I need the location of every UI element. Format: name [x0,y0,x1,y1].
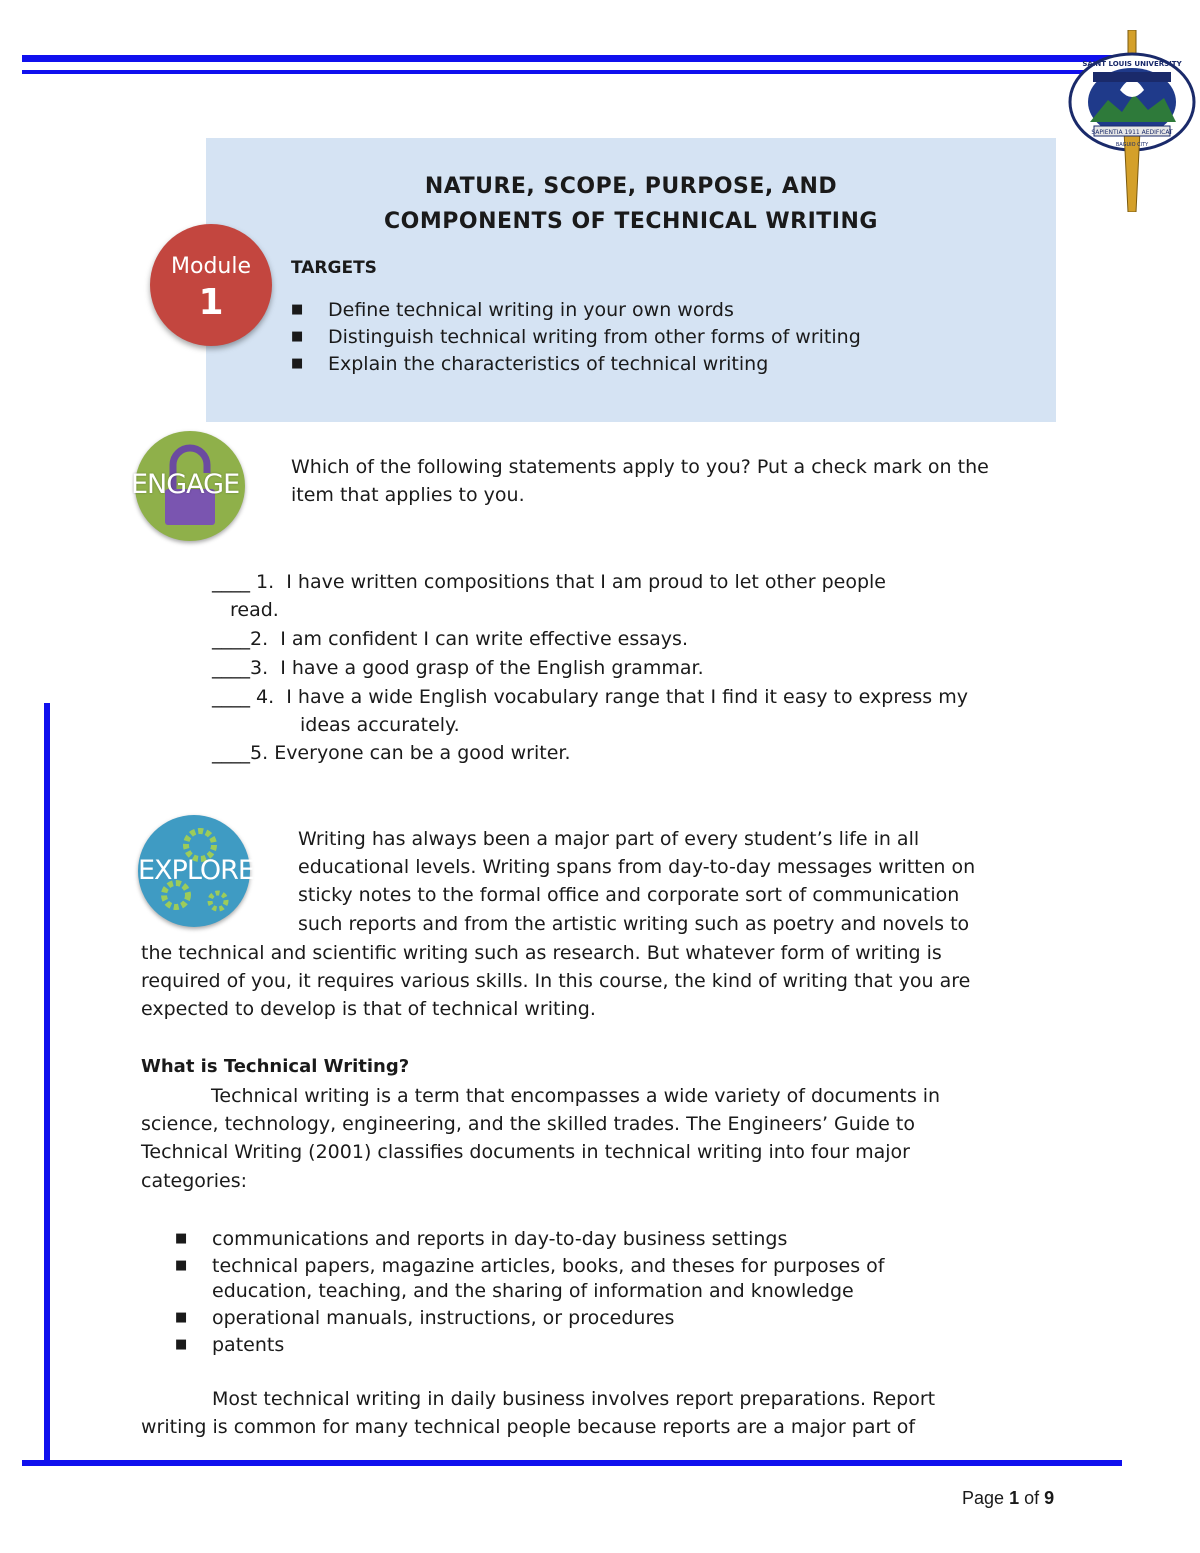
checklist-item-continuation: ideas accurately. [300,714,460,736]
explore-paragraph-line: such reports and from the artistic writing such as poetry and novels to [298,913,970,935]
section-paragraph-line: Technical Writing (2001) classifies documents in technical writing into four major [141,1141,910,1163]
explore-paragraph-line: expected to develop is that of technical writing. [141,998,596,1020]
bullet-icon: ■ [291,329,304,344]
engage-lock-icon [131,431,245,541]
section-paragraph-line: science, technology, engineering, and the skilled trades. The Engineers’ Guide to [141,1113,915,1135]
module-number: 1 [198,282,224,323]
bullet-icon: ■ [291,356,304,371]
explore-paragraph-line: required of you, it requires various skills. In this course, the kind of writing that you are [141,970,971,992]
module-title-line2: COMPONENTS OF TECHNICAL WRITING [384,209,878,234]
checklist-item: ____ 4. I have a wide English vocabulary range that I find it easy to express my [212,686,968,708]
category-list-item: ■ patents [175,1331,284,1359]
checklist-item: ____ 1. I have written compositions that I am proud to let other people [212,571,886,593]
explore-paragraph-line: educational levels. Writing spans from day-to-day messages written on [298,856,976,878]
target-item: ■ Define technical writing in your own words [291,299,734,321]
checklist-item: ____3. I have a good grasp of the English grammar. [212,657,704,679]
explore-label: EXPLORE [138,855,254,886]
bullet-icon: ■ [175,1258,188,1273]
checklist-item: ____2. I am confident I can write effective essays. [212,628,688,650]
target-item: ■ Distinguish technical writing from other forms of writing [291,326,861,348]
bullet-icon: ■ [175,1337,188,1352]
checklist-item-continuation: read. [230,599,279,621]
bullet-icon: ■ [175,1231,188,1246]
bullet-icon: ■ [291,302,304,317]
category-list-item: ■ technical papers, magazine articles, books, and theses for purposes of [175,1252,884,1280]
explore-paragraph-line: Writing has always been a major part of every student’s life in all [298,828,920,850]
checklist-item: ____5. Everyone can be a good writer. [212,742,571,764]
seal-base-text: BAGUIO CITY [1115,142,1149,148]
left-margin-bar [44,703,50,1463]
bottom-rule [22,1460,1122,1466]
top-rule-thin [22,70,1120,74]
category-list-item-continuation: education, teaching, and the sharing of information and knowledge [212,1280,854,1302]
engage-prompt-line2: item that applies to you. [291,484,525,506]
seal-banner-text: SAPIENTIA 1911 AEDIFICAT [1091,129,1173,136]
top-rule-thick [22,55,1120,62]
section-heading: What is Technical Writing? [141,1056,410,1077]
category-list-item: ■ communications and reports in day-to-day business settings [175,1225,787,1253]
module-badge [150,224,272,346]
page-number: Page 1 of 9 [962,1488,1055,1508]
explore-paragraph-line: the technical and scientific writing such as research. But whatever form of writing is [141,942,942,964]
university-seal-logo [1068,30,1196,212]
seal-arc-text: SAINT LOUIS UNIVERSITY [1082,60,1182,68]
section-paragraph-line: categories: [141,1170,247,1192]
explore-paragraph-line: sticky notes to the formal office and corporate sort of communication [298,884,960,906]
module-title-line1: NATURE, SCOPE, PURPOSE, AND [424,174,838,199]
section-paragraph-line: Technical writing is a term that encompasses a wide variety of documents in [211,1085,941,1107]
closing-paragraph-line: Most technical writing in daily business involves report preparations. Report [212,1388,936,1410]
explore-gears-icon [138,815,254,927]
closing-paragraph-line: writing is common for many technical people because reports are a major part of [141,1416,916,1438]
target-item: ■ Explain the characteristics of technical writing [291,353,769,375]
targets-heading: TARGETS [291,258,377,278]
module-word: Module [171,254,251,279]
engage-label: ENGAGE [131,469,240,500]
engage-prompt-line1: Which of the following statements apply to you? Put a check mark on the [291,456,989,478]
category-list-item: ■ operational manuals, instructions, or procedures [175,1304,674,1332]
bullet-icon: ■ [175,1310,188,1325]
